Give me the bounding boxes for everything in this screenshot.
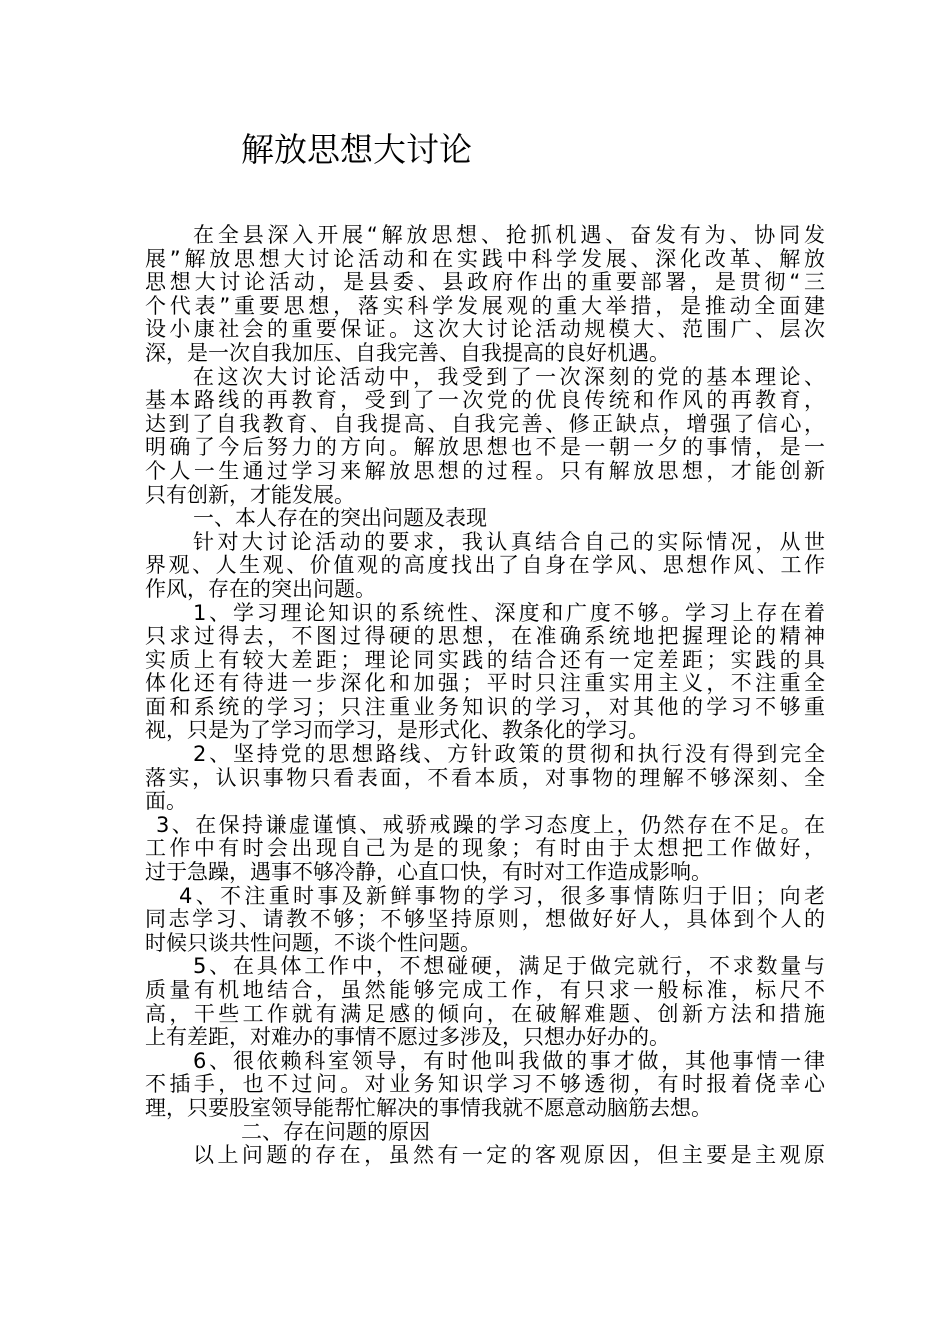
text-line: 个代表”重要思想，落实科学发展观的重大举措，是推动全面建 — [145, 293, 825, 318]
text-line: 达到了自我教育、自我提高、自我完善、修正缺点，增强了信心， — [145, 411, 825, 436]
text-line: 质量有机地结合，虽然能够完成工作，有只求一般标准，标尺不 — [145, 978, 825, 1002]
text-line: 只有创新，才能发展。 — [145, 482, 355, 507]
text-line: 在全县深入开展“解放思想、抢抓机遇、奋发有为、协同发 — [193, 223, 825, 247]
text-line: 上有差距，对难办的事情不愿过多涉及，只想办好办的。 — [145, 1025, 670, 1050]
text-line: 只求过得去，不图过得硬的思想，在准确系统地把握理论的精神 — [145, 624, 825, 649]
text-line: 设小康社会的重要保证。这次大讨论活动规模大、范围广、层次 — [145, 317, 825, 342]
text-line: 高，干些工作就有满足感的倾向，在破解难题、创新方法和措施 — [145, 1001, 825, 1026]
text-line: 6、很依赖科室领导，有时他叫我做的事才做，其他事情一律 — [193, 1048, 825, 1073]
text-line: 界观、人生观、价值观的高度找出了自身在学风、思想作风、工作 — [145, 553, 825, 578]
text-line: 个人一生通过学习来解放思想的过程。只有解放思想，才能创新 — [145, 458, 825, 483]
text-line: 面和系统的学习；只注重业务知识的学习，对其他的学习不够重 — [145, 694, 825, 719]
text-line: 深，是一次自我加压、自我完善、自我提高的良好机遇。 — [145, 340, 670, 365]
text-line: 理，只要股室领导能帮忙解决的事情我就不愿意动脑筋去想。 — [145, 1095, 712, 1120]
document-body — [145, 224, 825, 1168]
text-line: 视，只是为了学习而学习，是形式化、教条化的学习。 — [145, 718, 649, 743]
text-line: 同志学习、请教不够；不够坚持原则，想做好好人，具体到个人的 — [145, 907, 825, 932]
text-line: 思想大讨论活动，是县委、县政府作出的重要部署，是贯彻“三 — [145, 270, 825, 295]
text-line: 3、在保持谦虚谨慎、戒骄戒躁的学习态度上，仍然存在不足。在 — [156, 812, 825, 837]
text-line: 工作中有时会出现自己为是的现象；有时由于太想把工作做好， — [145, 836, 825, 861]
text-line: 2、坚持党的思想路线、方针政策的贯彻和执行没有得到完全 — [193, 742, 825, 767]
text-line: 以上问题的存在，虽然有一定的客观原因，但主要是主观原 — [193, 1143, 825, 1168]
text-line: 一、本人存在的突出问题及表现 — [193, 506, 487, 531]
text-line: 不插手，也不过问。对业务知识学习不够透彻，有时报着侥幸心 — [145, 1072, 825, 1097]
text-line: 落实，认识事物只看表面，不看本质，对事物的理解不够深刻、全 — [145, 765, 825, 790]
text-line: 在这次大讨论活动中，我受到了一次深刻的党的基本理论、 — [193, 364, 825, 389]
text-line: 体化还有待进一步深化和加强；平时只注重实用主义，不注重全 — [145, 671, 825, 696]
text-line: 5、在具体工作中，不想碰硬，满足于做完就行，不求数量与 — [193, 954, 825, 979]
text-line: 过于急躁，遇事不够冷静，心直口快，有时对工作造成影响。 — [145, 860, 712, 885]
text-line: 4、不注重时事及新鲜事物的学习，很多事情陈归于旧；向老 — [179, 883, 825, 908]
text-line: 二、存在问题的原因 — [241, 1119, 430, 1144]
text-line: 实质上有较大差距；理论同实践的结合还有一定差距；实践的具 — [145, 647, 825, 672]
text-line: 基本路线的再教育，受到了一次党的优良传统和作风的再教育， — [145, 388, 825, 413]
text-line: 时候只谈共性问题，不谈个性问题。 — [145, 930, 481, 955]
text-line: 1、学习理论知识的系统性、深度和广度不够。学习上存在着 — [193, 600, 825, 625]
text-line: 作风，存在的突出问题。 — [145, 576, 376, 601]
text-line: 面。 — [145, 789, 187, 814]
document-title: 解放思想大讨论 — [241, 130, 472, 169]
text-line: 展”解放思想大讨论活动和在实践中科学发展、深化改革、解放 — [145, 246, 825, 271]
text-line: 针对大讨论活动的要求，我认真结合自己的实际情况，从世 — [193, 529, 825, 554]
text-line: 明确了今后努力的方向。解放思想也不是一朝一夕的事情，是一 — [145, 435, 825, 460]
